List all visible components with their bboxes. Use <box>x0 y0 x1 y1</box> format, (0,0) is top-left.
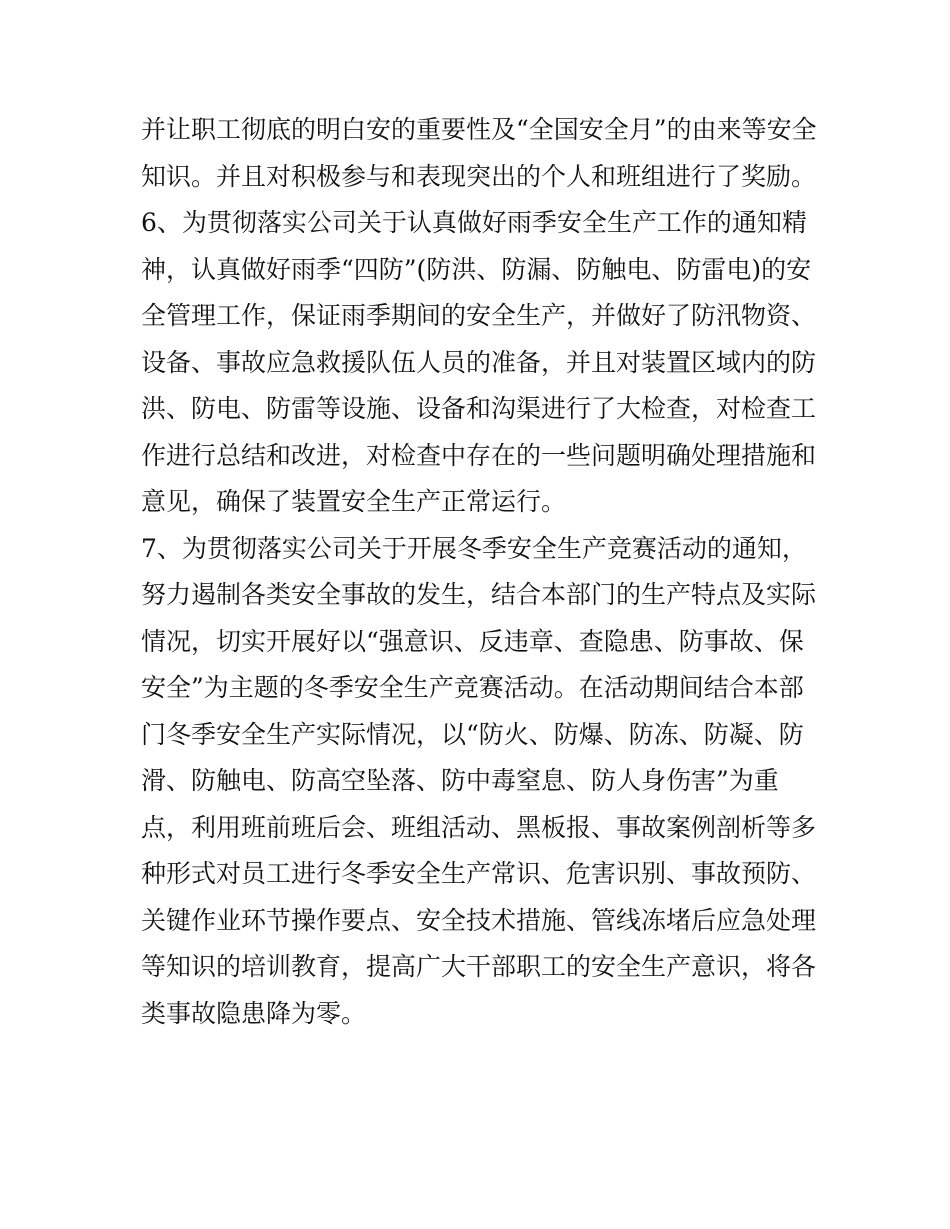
text-line: 等知识的培训教育，提高广大干部职工的安全生产意识，将各 <box>141 952 817 981</box>
text-line: 种形式对员工进行冬季安全生产常识、危害识别、事故预防、 <box>141 859 817 888</box>
text-line: 洪、防电、防雷等设施、设备和沟渠进行了大检查，对检查工 <box>141 394 817 423</box>
text-line: 并让职工彻底的明白安的重要性及“全国安全月”的由来等安全 <box>141 115 817 144</box>
text-line: 7、为贯彻落实公司关于开展冬季安全生产竞赛活动的通知， <box>141 533 807 563</box>
text-line: 6、为贯彻落实公司关于认真做好雨季安全生产工作的通知精 <box>141 208 807 237</box>
text-line: 知识。并且对积极参与和表现突出的个人和班组进行了奖励。 <box>141 161 817 191</box>
text-line: 意见，确保了装置安全生产正常运行。 <box>141 487 567 516</box>
body-text <box>141 107 821 1037</box>
text-line: 滑、防触电、防高空坠落、防中毒窒息、防人身伤害”为重 <box>141 766 779 795</box>
text-line: 作进行总结和改进，对检查中存在的一些问题明确处理措施和 <box>141 440 817 470</box>
text-line: 门冬季安全生产实际情况，以“防火、防爆、防冻、防凝、防 <box>141 719 804 749</box>
text-line: 情况，切实开展好以“强意识、反违章、查隐患、防事故、保 <box>141 626 804 656</box>
text-line: 安全”为主题的冬季安全生产竞赛活动。在活动期间结合本部 <box>141 673 804 702</box>
text-line: 设备、事故应急救援队伍人员的准备，并且对装置区域内的防 <box>141 347 817 377</box>
text-line: 全管理工作，保证雨季期间的安全生产，并做好了防汛物资、 <box>141 301 817 330</box>
text-line: 努力遏制各类安全事故的发生，结合本部门的生产特点及实际 <box>141 580 817 609</box>
text-line: 点，利用班前班后会、班组活动、黑板报、事故案例剖析等多 <box>141 812 817 842</box>
text-line: 神，认真做好雨季“四防”(防洪、防漏、防触电、防雷电)的安 <box>141 254 812 284</box>
text-line: 类事故隐患降为零。 <box>141 998 367 1028</box>
text-line: 关键作业环节操作要点、安全技术措施、管线冻堵后应急处理 <box>141 905 817 935</box>
